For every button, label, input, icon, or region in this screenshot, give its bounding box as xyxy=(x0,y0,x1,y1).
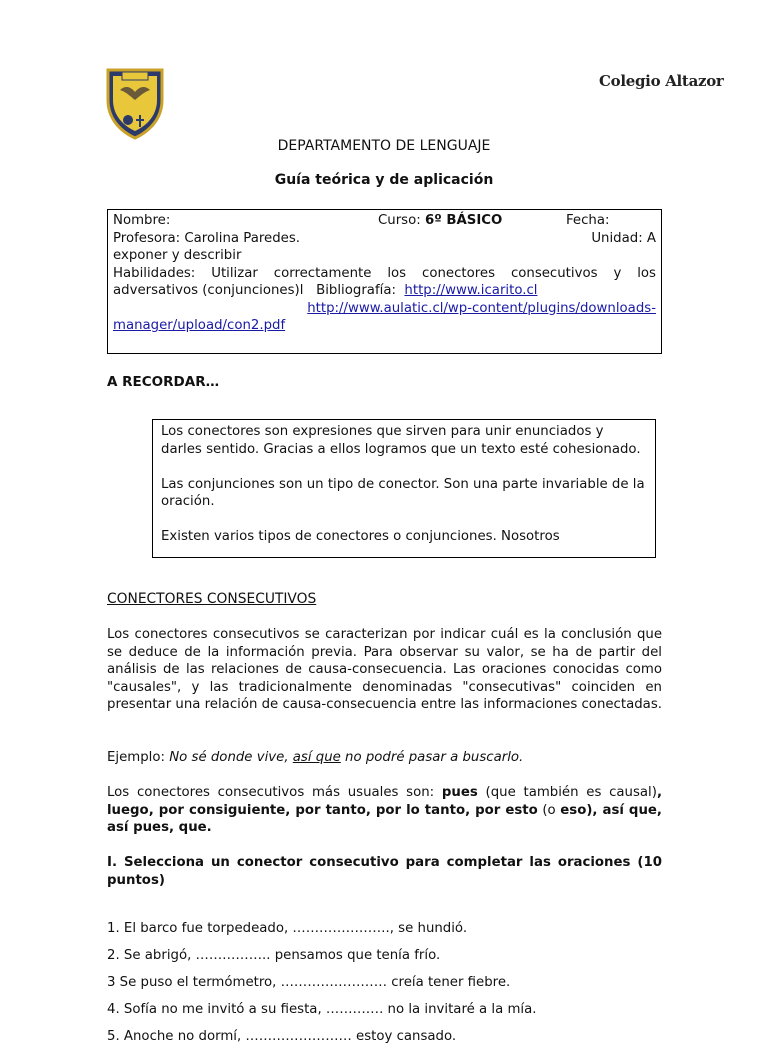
unidad-label: Unidad: A xyxy=(591,230,656,246)
curso-field xyxy=(378,212,566,230)
habilidades-label: Habilidades: Utilizar correctamente los conectores consecutivos y los adversativos (conjunciones)l xyxy=(113,265,656,298)
consecutivos-paragraph: Los conectores consecutivos se caracterizan por indicar cuál es la conclusión que se deduce de la información previa. Para observar su valor, se ha de partir del análisis de las relaciones de causa-consecuencia. Las oraciones conocidas como "causales", y las tradicionalmente denominadas "consecutivas" coinciden en presentar una relación de causa-consecuencia entre las informaciones conectadas. xyxy=(107,627,662,712)
usuales-intro: Los conectores consecutivos más usuales son: xyxy=(107,785,442,800)
fecha-label: Fecha: xyxy=(566,213,610,228)
profesora-label: Profesora: Carolina Paredes. xyxy=(113,230,300,246)
bibliografia-label: Bibliografía: xyxy=(316,283,396,298)
example-part-a: No sé donde vive, xyxy=(169,750,293,765)
recordar-paragraph-3: Existen varios tipos de conectores o conjunciones. Nosotros xyxy=(161,529,560,544)
student-info-box xyxy=(107,209,662,354)
habilidades-text xyxy=(113,265,656,300)
recordar-box xyxy=(152,419,656,558)
usuales-o: (o xyxy=(537,802,561,818)
exercise-item: 2. Se abrigó, …………….. pensamos que tenía frío. xyxy=(107,948,441,963)
example-connector: así que xyxy=(292,750,341,765)
example-line xyxy=(107,749,662,767)
school-brand-name: Colegio Altazor xyxy=(599,72,724,90)
usuales-causal: (que también es causal) xyxy=(477,785,657,800)
usuales-list: , luego, por consiguiente, por tanto, por lo tanto, por esto xyxy=(107,785,662,818)
exercise-item: 1. El barco fue torpedeado, …………………., se hundió. xyxy=(107,921,468,936)
conectores-consecutivos-heading: CONECTORES CONSECUTIVOS xyxy=(107,591,317,607)
school-crest-logo xyxy=(104,66,166,140)
usuales-end: ), así que, así pues, que. xyxy=(107,802,662,835)
recordar-paragraph-2: Las conjunciones son un tipo de conector. Son una parte invariable de la oración. xyxy=(161,476,645,509)
exercise-instructions: I. Selecciona un conector consecutivo para completar las oraciones (10 puntos) xyxy=(107,855,662,888)
link2-line xyxy=(113,300,656,318)
exercise-item: 5. Anoche no dormí, …………………… estoy cansado. xyxy=(107,1029,457,1044)
department-title: DEPARTAMENTO DE LENGUAJE xyxy=(277,138,491,154)
curso-label: Curso: xyxy=(378,213,425,228)
curso-value: 6º BÁSICO xyxy=(424,213,503,228)
usuales-pues: pues xyxy=(441,785,478,800)
unidad-continuation: exponer y describir xyxy=(113,248,242,263)
link-icarito[interactable]: http://www.icarito.cl xyxy=(404,283,538,298)
info-row-1 xyxy=(113,212,656,230)
link-aulatic[interactable]: http://www.aulatic.cl/wp-content/plugins/downloads- xyxy=(307,300,656,316)
recordar-heading: A RECORDAR… xyxy=(107,374,220,390)
link2-line-2 xyxy=(113,317,656,335)
nombre-label: Nombre: xyxy=(113,213,171,228)
exercise-item: 3 Se puso el termómetro, …………………… creía tener fiebre. xyxy=(107,975,511,990)
example-label: Ejemplo: xyxy=(107,750,170,765)
link-aulatic-cont[interactable]: manager/upload/con2.pdf xyxy=(113,318,286,333)
example-part-c: no podré pasar a buscarlo. xyxy=(340,750,524,765)
usuales-eso: eso xyxy=(560,802,587,818)
usual-connectors-paragraph xyxy=(107,784,662,837)
recordar-paragraph-1: Los conectores son expresiones que sirven para unir enunciados y darles sentido. Gracias a ellos logramos que un texto esté cohesionado. xyxy=(161,424,641,457)
info-row-2 xyxy=(113,230,656,248)
exercise-list xyxy=(107,915,537,1050)
guide-title: Guía teórica y de aplicación xyxy=(274,172,494,188)
exercise-item: 4. Sofía no me invitó a su fiesta, …………. no la invitaré a la mía. xyxy=(107,1002,537,1017)
